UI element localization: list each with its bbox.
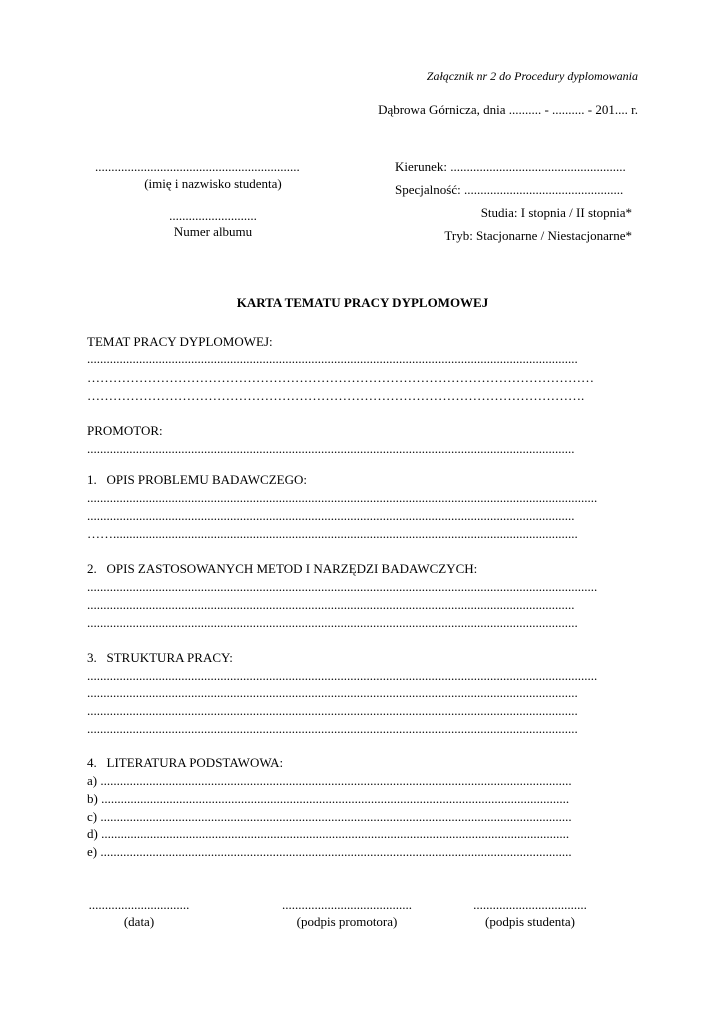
topic-line-3: ……………………………………………………………………………………………………. bbox=[87, 388, 585, 403]
section-2-line-1: ............................................................................................................................................................. bbox=[87, 579, 598, 594]
section-2-line-2: ...................................................................................................................................................... bbox=[87, 597, 575, 612]
studia-field: Studia: I stopnia / II stopnia* bbox=[480, 205, 632, 220]
section-3-line-3: ....................................................................................................................................................... bbox=[87, 703, 578, 718]
topic-label: TEMAT PRACY DYPLOMOWEJ: bbox=[87, 334, 273, 349]
student-signature-dots: ................................... bbox=[473, 897, 587, 912]
topic-line-2: ……………………………………………………………………………………………………… bbox=[87, 370, 594, 385]
promotor-signature-label: (podpis promotora) bbox=[296, 914, 398, 929]
topic-line-1: ....................................................................................................................................................... bbox=[87, 351, 578, 366]
promotor-line: ...................................................................................................................................................... bbox=[87, 441, 575, 456]
section-3-line-4: ....................................................................................................................................................... bbox=[87, 721, 578, 736]
tryb-field: Tryb: Stacjonarne / Niestacjonarne* bbox=[444, 228, 632, 243]
student-signature-label: (podpis studenta) bbox=[485, 914, 575, 929]
section-3-label: 3. STRUKTURA PRACY: bbox=[87, 650, 233, 665]
document-title: KARTA TEMATU PRACY DYPLOMOWEJ bbox=[236, 295, 489, 310]
place-date-line: Dąbrowa Górnicza, dnia .......... - .......... - 201.... r. bbox=[378, 102, 638, 117]
date-signature-dots: ............................... bbox=[88, 897, 190, 912]
literature-item-d: d) ................................................................................................................................................ bbox=[87, 826, 570, 841]
promotor-label: PROMOTOR: bbox=[87, 423, 163, 438]
section-2-line-3: ....................................................................................................................................................... bbox=[87, 615, 578, 630]
section-1-line-3: ……............................................................................................................................................... bbox=[87, 526, 578, 541]
literature-item-a: a) ................................................................................................................................................. bbox=[87, 773, 572, 788]
section-1-label: 1. OPIS PROBLEMU BADAWCZEGO: bbox=[87, 472, 307, 487]
section-3-line-2: ....................................................................................................................................................... bbox=[87, 685, 578, 700]
album-number-label: Numer albumu bbox=[173, 224, 253, 239]
student-name-label: (imię i nazwisko studenta) bbox=[144, 176, 282, 191]
kierunek-field: Kierunek: ...................................................... bbox=[395, 159, 626, 174]
section-2-label: 2. OPIS ZASTOSOWANYCH METOD I NARZĘDZI BADAWCZYCH: bbox=[87, 561, 478, 576]
literature-item-c: c) ................................................................................................................................................. bbox=[87, 809, 572, 824]
annex-note: Załącznik nr 2 do Procedury dyplomowania bbox=[426, 69, 638, 83]
literature-item-b: b) ................................................................................................................................................ bbox=[87, 791, 570, 806]
section-1-line-2: ...................................................................................................................................................... bbox=[87, 508, 575, 523]
section-4-label: 4. LITERATURA PODSTAWOWA: bbox=[87, 755, 284, 770]
section-1-line-1: ............................................................................................................................................................. bbox=[87, 490, 598, 505]
literature-item-e: e) ................................................................................................................................................. bbox=[87, 844, 572, 859]
section-3-line-1: ............................................................................................................................................................. bbox=[87, 668, 598, 683]
promotor-signature-dots: ........................................ bbox=[282, 897, 412, 912]
date-signature-label: (data) bbox=[123, 914, 155, 929]
album-number-dots: ........................... bbox=[169, 208, 257, 223]
specjalnosc-field: Specjalność: ................................................. bbox=[395, 182, 624, 197]
student-name-dots: ............................................................... bbox=[95, 159, 300, 174]
